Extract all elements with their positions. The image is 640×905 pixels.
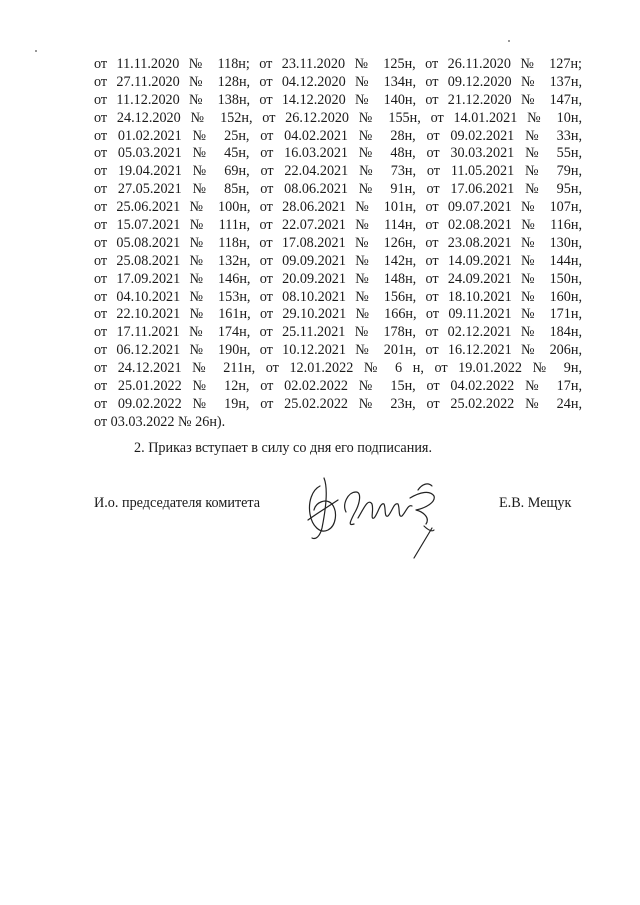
order-list-line: от 06.12.2021 № 190н, от 10.12.2021 № 201н, от 16.12.2021 № 206н,	[94, 342, 582, 359]
order-list-line: от 25.06.2021 № 100н, от 28.06.2021 № 101н, от 09.07.2021 № 107н,	[94, 199, 582, 216]
order-list-line: от 17.11.2021 № 174н, от 25.11.2021 № 178н, от 02.12.2021 № 184н,	[94, 324, 582, 341]
order-list-line: от 19.04.2021 № 69н, от 22.04.2021 № 73н, от 11.05.2021 № 79н,	[94, 163, 582, 180]
handwritten-signature	[298, 468, 448, 564]
order-list-line: от 27.11.2020 № 128н, от 04.12.2020 № 134н, от 09.12.2020 № 137н,	[94, 73, 582, 90]
order-list-line: от 15.07.2021 № 111н, от 22.07.2021 № 114н, от 02.08.2021 № 116н,	[94, 217, 582, 234]
order-list-line: от 05.08.2021 № 118н, от 17.08.2021 № 126н, от 23.08.2021 № 130н,	[94, 234, 582, 251]
scan-speck	[508, 40, 510, 42]
order-list-line: от 03.03.2022 № 26н).	[94, 413, 226, 430]
order-list-line: от 01.02.2021 № 25н, от 04.02.2021 № 28н, от 09.02.2021 № 33н,	[94, 127, 582, 144]
order-list-line: от 05.03.2021 № 45н, от 16.03.2021 № 48н, от 30.03.2021 № 55н,	[94, 145, 582, 162]
order-list-line: от 27.05.2021 № 85н, от 08.06.2021 № 91н, от 17.06.2021 № 95н,	[94, 181, 582, 198]
scan-speck	[35, 50, 37, 52]
signatory-name: Е.В. Мещук	[499, 495, 572, 511]
order-list-line: от 24.12.2020 № 152н, от 26.12.2020 № 155н, от 14.01.2021 № 10н,	[94, 109, 582, 126]
order-list-line: от 22.10.2021 № 161н, от 29.10.2021 № 166н, от 09.11.2021 № 171н,	[94, 306, 582, 323]
order-list-line: от 04.10.2021 № 153н, от 08.10.2021 № 156н, от 18.10.2021 № 160н,	[94, 288, 582, 305]
order-list-line: от 09.02.2022 № 19н, от 25.02.2022 № 23н, от 25.02.2022 № 24н,	[94, 395, 582, 412]
order-list-line: от 25.01.2022 № 12н, от 02.02.2022 № 15н, от 04.02.2022 № 17н,	[94, 378, 582, 395]
order-list-paragraph	[94, 56, 582, 432]
clause-2-effective-date: 2. Приказ вступает в силу со дня его подписания.	[134, 440, 432, 456]
order-list-line: от 17.09.2021 № 146н, от 20.09.2021 № 148н, от 24.09.2021 № 150н,	[94, 270, 582, 287]
order-list-line: от 25.08.2021 № 132н, от 09.09.2021 № 142н, от 14.09.2021 № 144н,	[94, 252, 582, 269]
order-list-line: от 11.11.2020 № 118н; от 23.11.2020 № 125н, от 26.11.2020 № 127н;	[94, 56, 582, 72]
order-list-line: от 24.12.2021 № 211н, от 12.01.2022 № 6 н, от 19.01.2022 № 9н,	[94, 360, 582, 377]
order-list-line: от 11.12.2020 № 138н, от 14.12.2020 № 140н, от 21.12.2020 № 147н,	[94, 91, 582, 108]
signatory-role: И.о. председателя комитета	[94, 495, 261, 511]
